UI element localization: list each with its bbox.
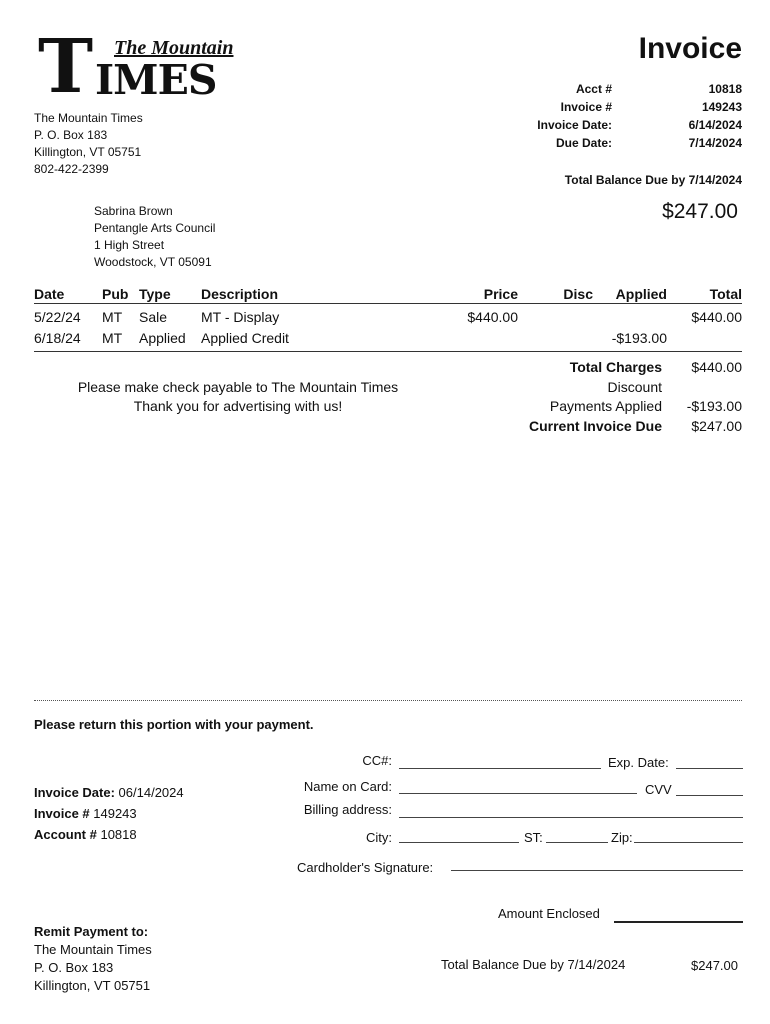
- meta-value: 149243: [701, 100, 742, 114]
- balance-due-amount: $247.00: [662, 200, 738, 223]
- cell-date: 5/22/24: [34, 309, 81, 325]
- table-header: [0, 286, 770, 304]
- remit-invoice-details: [34, 782, 184, 845]
- col-date: Date: [34, 286, 65, 302]
- col-pub: Pub: [102, 286, 129, 302]
- page-title: Invoice: [638, 32, 742, 65]
- sender-street: P. O. Box 183: [34, 128, 108, 142]
- remit-total-due: $247.00: [691, 958, 738, 973]
- cell-pub: MT: [102, 330, 123, 346]
- recipient-city: Woodstock, VT 05091: [94, 255, 212, 269]
- col-applied: Applied: [615, 286, 667, 302]
- zip-field[interactable]: [634, 842, 743, 843]
- sender-phone: 802-422-2399: [34, 162, 109, 176]
- cvv-field[interactable]: [676, 795, 743, 796]
- remit-total-due-label: Total Balance Due by 7/14/2024: [441, 957, 626, 972]
- remit-invoice-num: 149243: [93, 806, 137, 821]
- header-rule: [34, 303, 742, 304]
- signature-label: Cardholder's Signature:: [297, 860, 434, 875]
- meta-label: Invoice Date:: [537, 118, 612, 132]
- summary-label: Payments Applied: [549, 398, 662, 414]
- summary-value: $247.00: [691, 417, 742, 434]
- cell-pub: MT: [102, 309, 123, 325]
- cell-date: 6/18/24: [34, 330, 81, 346]
- invoice-summary: [470, 358, 742, 436]
- col-total: Total: [709, 286, 742, 302]
- meta-label: Acct #: [575, 82, 612, 96]
- cvv-label: CVV: [645, 782, 672, 797]
- recipient-name: Sabrina Brown: [94, 204, 173, 218]
- sender-name: The Mountain Times: [34, 111, 143, 125]
- cell-description: Applied Credit: [201, 330, 289, 346]
- cell-type: Applied: [139, 330, 186, 346]
- remit-invoice-date-label: Invoice Date:: [34, 785, 115, 800]
- invoice-meta: [480, 80, 742, 152]
- remit-street: P. O. Box 183: [34, 960, 114, 975]
- cell-total: $440.00: [691, 309, 742, 325]
- balance-due-label: Total Balance Due by 7/14/2024: [564, 173, 742, 187]
- recipient-street: 1 High Street: [94, 238, 165, 252]
- remit-to-label: Remit Payment to:: [34, 924, 149, 939]
- summary-value: -$193.00: [686, 398, 742, 414]
- billing-address-field[interactable]: [399, 817, 743, 818]
- sender-city: Killington, VT 05751: [34, 145, 142, 159]
- logo-top-line: The Mountain: [114, 37, 234, 59]
- col-type: Type: [139, 286, 171, 302]
- note-payable: Please make check payable to The Mountain Times: [77, 379, 399, 395]
- exp-date-field[interactable]: [676, 768, 743, 769]
- cc-label: CC#:: [362, 753, 392, 768]
- remit-account: 10818: [100, 827, 137, 842]
- summary-label: Total Charges: [569, 359, 662, 375]
- city-label: City:: [366, 830, 392, 845]
- payment-notes: [40, 378, 436, 416]
- cc-number-field[interactable]: [399, 768, 601, 769]
- remit-city: Killington, VT 05751: [34, 978, 151, 993]
- col-price: Price: [483, 286, 518, 302]
- remit-to-block: [34, 923, 152, 995]
- recipient-address: [94, 203, 215, 271]
- note-thanks: Thank you for advertising with us!: [133, 398, 343, 414]
- city-field[interactable]: [399, 842, 519, 843]
- name-on-card-field[interactable]: [399, 793, 637, 794]
- meta-value: 6/14/2024: [688, 118, 742, 132]
- logo-rest: IMES: [95, 56, 217, 104]
- return-instruction: Please return this portion with your payment.: [34, 717, 314, 732]
- state-label: ST:: [524, 830, 543, 845]
- exp-date-label: Exp. Date:: [608, 755, 669, 770]
- meta-label: Due Date:: [555, 136, 612, 150]
- summary-value: $440.00: [691, 359, 742, 375]
- meta-value: 7/14/2024: [688, 136, 742, 150]
- col-disc: Disc: [563, 286, 593, 302]
- company-logo: [38, 24, 270, 110]
- state-field[interactable]: [546, 842, 608, 843]
- tear-line: [34, 700, 742, 701]
- billing-address-label: Billing address:: [303, 802, 392, 817]
- zip-label: Zip:: [611, 830, 633, 845]
- recipient-org: Pentangle Arts Council: [94, 221, 216, 235]
- col-description: Description: [201, 286, 279, 302]
- table-bottom-rule: [34, 351, 742, 352]
- remit-account-label: Account #: [34, 827, 97, 842]
- cell-description: MT - Display: [201, 309, 280, 325]
- summary-label: Discount: [607, 378, 662, 395]
- logo-big-letter: T: [38, 24, 92, 110]
- name-on-card-label: Name on Card:: [303, 779, 392, 794]
- cell-type: Sale: [139, 309, 168, 325]
- meta-label: Invoice #: [560, 100, 612, 114]
- summary-label: Current Invoice Due: [528, 417, 662, 434]
- table-row: [0, 330, 770, 348]
- remit-invoice-num-label: Invoice #: [34, 806, 90, 821]
- sender-address: [34, 110, 143, 178]
- amount-enclosed-field[interactable]: [614, 921, 743, 923]
- remit-name: The Mountain Times: [34, 942, 152, 957]
- remit-invoice-date: 06/14/2024: [118, 785, 184, 800]
- cell-applied: -$193.00: [611, 330, 667, 346]
- signature-field[interactable]: [451, 870, 743, 871]
- cell-price: $440.00: [467, 309, 518, 325]
- meta-value: 10818: [708, 82, 742, 96]
- table-row: [0, 309, 770, 327]
- amount-enclosed-label: Amount Enclosed: [498, 906, 600, 921]
